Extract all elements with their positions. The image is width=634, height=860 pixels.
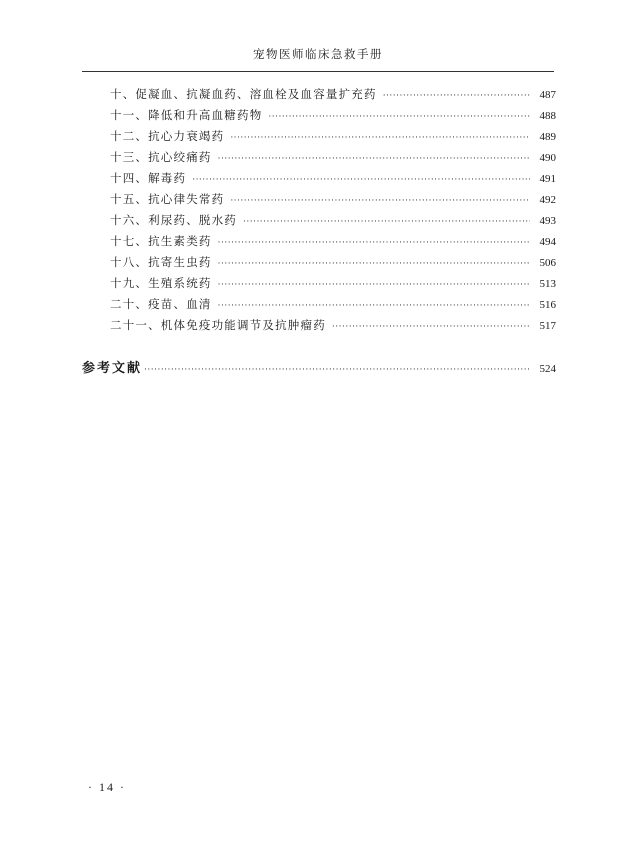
toc-entry-title: 十、促凝血、抗凝血药、溶血栓及血容量扩充药 xyxy=(110,87,377,101)
toc-entry-page: 494 xyxy=(539,236,556,248)
toc-leader-dots xyxy=(243,217,530,227)
references-page: 524 xyxy=(539,363,556,375)
toc-entry-page: 492 xyxy=(539,194,556,206)
toc-leader-dots xyxy=(230,196,530,206)
toc-leader-dots xyxy=(268,112,530,122)
toc-entry-title: 二十、疫苗、血清 xyxy=(110,297,212,311)
toc-entry[interactable] xyxy=(110,296,556,317)
toc-entry-page: 506 xyxy=(539,257,556,269)
toc-leader-dots xyxy=(218,259,530,269)
toc-leader-dots xyxy=(230,133,530,143)
toc-entry-title: 十七、抗生素类药 xyxy=(110,234,212,248)
toc-entry[interactable] xyxy=(110,254,556,275)
toc-entry-title: 十一、降低和升高血糖药物 xyxy=(110,108,263,122)
toc-entry-page: 487 xyxy=(539,89,556,101)
toc-entry[interactable] xyxy=(110,149,556,170)
header-rule xyxy=(82,71,554,72)
toc-entry[interactable] xyxy=(110,275,556,296)
toc-entry[interactable] xyxy=(110,317,556,338)
toc-entry-page: 491 xyxy=(539,173,556,185)
toc-entry-page: 493 xyxy=(539,215,556,227)
toc-leader-dots xyxy=(218,238,530,248)
toc-entry-page: 488 xyxy=(539,110,556,122)
references-title: 参考文献 xyxy=(82,361,143,376)
toc-leader-dots xyxy=(144,365,530,375)
toc-entry-page: 490 xyxy=(539,152,556,164)
toc-entry-title: 十三、抗心绞痛药 xyxy=(110,150,212,164)
running-header: 宠物医师临床急救手册 xyxy=(253,47,383,61)
toc-entry-page: 513 xyxy=(539,278,556,290)
toc-leader-dots xyxy=(218,301,530,311)
page-number: · 14 · xyxy=(88,780,126,794)
toc-entry[interactable] xyxy=(110,170,556,191)
toc-entry[interactable] xyxy=(110,128,556,149)
toc-entry-page: 516 xyxy=(539,299,556,311)
toc-entry-title: 十二、抗心力衰竭药 xyxy=(110,129,225,143)
toc-entry-title: 十四、解毒药 xyxy=(110,171,187,185)
toc-leader-dots xyxy=(218,280,530,290)
toc-entry[interactable] xyxy=(110,191,556,212)
toc-entry-page: 517 xyxy=(539,320,556,332)
toc-entry-title: 十五、抗心律失常药 xyxy=(110,192,225,206)
toc-entry-title: 二十一、机体免疫功能调节及抗肿瘤药 xyxy=(110,318,326,332)
toc-leader-dots xyxy=(332,322,530,332)
toc-entry[interactable] xyxy=(110,233,556,254)
toc-leader-dots xyxy=(218,154,530,164)
toc-entry-title: 十九、生殖系统药 xyxy=(110,276,212,290)
toc-entry[interactable] xyxy=(110,86,556,107)
toc-entry[interactable] xyxy=(110,107,556,128)
toc-entry-title: 十八、抗寄生虫药 xyxy=(110,255,212,269)
toc-leader-dots xyxy=(192,175,530,185)
references-entry[interactable] xyxy=(82,357,556,376)
toc-leader-dots xyxy=(383,91,530,101)
table-of-contents xyxy=(110,86,556,338)
toc-entry-page: 489 xyxy=(539,131,556,143)
toc-entry[interactable] xyxy=(110,212,556,233)
toc-entry-title: 十六、利尿药、脱水药 xyxy=(110,213,237,227)
